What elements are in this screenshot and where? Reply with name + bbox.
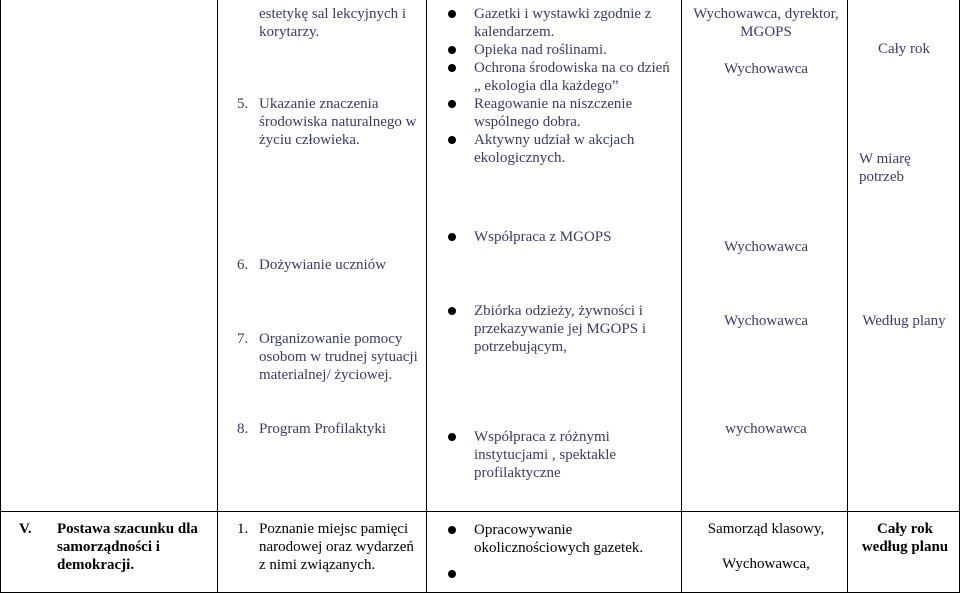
goal-text: Organizowanie pomocy osobom w trudnej sytuacji materialnej/ życiowej. bbox=[259, 331, 418, 383]
task-list bbox=[446, 5, 678, 167]
responsible-a: Wychowawca, dyrektor, MGOPS bbox=[693, 6, 839, 40]
task-list bbox=[446, 521, 678, 583]
list-item bbox=[446, 565, 678, 583]
col-divider bbox=[426, 0, 427, 592]
goal-number: 5. bbox=[237, 96, 249, 112]
goal-continuation: estetykę sal lekcyjnych i korytarzy. bbox=[259, 6, 407, 40]
task-list bbox=[446, 228, 678, 246]
col-divider bbox=[681, 0, 682, 592]
goal-text: Dożywianie uczniów bbox=[259, 257, 387, 273]
list-item: Współpraca z MGOPS bbox=[446, 228, 678, 246]
goal-number: 8. bbox=[237, 421, 249, 437]
list-item: Zbiórka odzieży, żywności i przekazywanie jej MGOPS i potrzebującym, bbox=[446, 302, 678, 356]
goal-number: 6. bbox=[237, 257, 249, 273]
goal-number: 1. bbox=[237, 521, 249, 537]
col-divider bbox=[847, 0, 848, 592]
responsible-b: Wychowawca, bbox=[722, 556, 810, 572]
term-a: Cały rok bbox=[877, 41, 931, 57]
list-item: Opieka nad roślinami. bbox=[446, 41, 678, 59]
task-list bbox=[446, 428, 666, 482]
term: Według plany bbox=[862, 313, 946, 329]
goal-number: 7. bbox=[237, 331, 249, 347]
task-list bbox=[446, 302, 678, 356]
responsible-a: Samorząd klasowy, bbox=[707, 521, 825, 537]
list-item: Ochrona środowiska na co dzień „ ekologia dla każdego” bbox=[446, 59, 678, 95]
list-item: Reagowanie na niszczenie wspólnego dobra. bbox=[446, 95, 678, 131]
list-item: Gazetki i wystawki zgodnie z kalendarzem. bbox=[446, 5, 678, 41]
row-divider bbox=[1, 511, 960, 512]
col-divider bbox=[217, 0, 218, 592]
list-item: Współpraca z różnymi instytucjami , spektakle profilaktyczne bbox=[446, 428, 666, 482]
responsible: Wychowawca bbox=[723, 239, 809, 255]
list-item: Opracowywanie okolicznościowych gazetek. bbox=[446, 521, 678, 557]
term: Cały rok według planu bbox=[861, 521, 949, 555]
responsible-b: Wychowawca bbox=[723, 61, 809, 77]
goal-text: Poznanie miejsc pamięci narodowej oraz wydarzeń z nimi związanych. bbox=[259, 521, 414, 573]
term-b: W miarę potrzeb bbox=[859, 151, 911, 185]
section-number: V. bbox=[19, 521, 32, 537]
section-title: Postawa szacunku dla samorządności i demokracji. bbox=[57, 521, 198, 573]
responsible: Wychowawca bbox=[723, 313, 809, 329]
goal-text: Program Profilaktyki bbox=[259, 421, 387, 437]
list-item: Aktywny udział w akcjach ekologicznych. bbox=[446, 131, 678, 167]
goal-text: Ukazanie znaczenia środowiska naturalnego w życiu człowieka. bbox=[259, 96, 417, 148]
responsible: wychowawca bbox=[725, 421, 807, 437]
